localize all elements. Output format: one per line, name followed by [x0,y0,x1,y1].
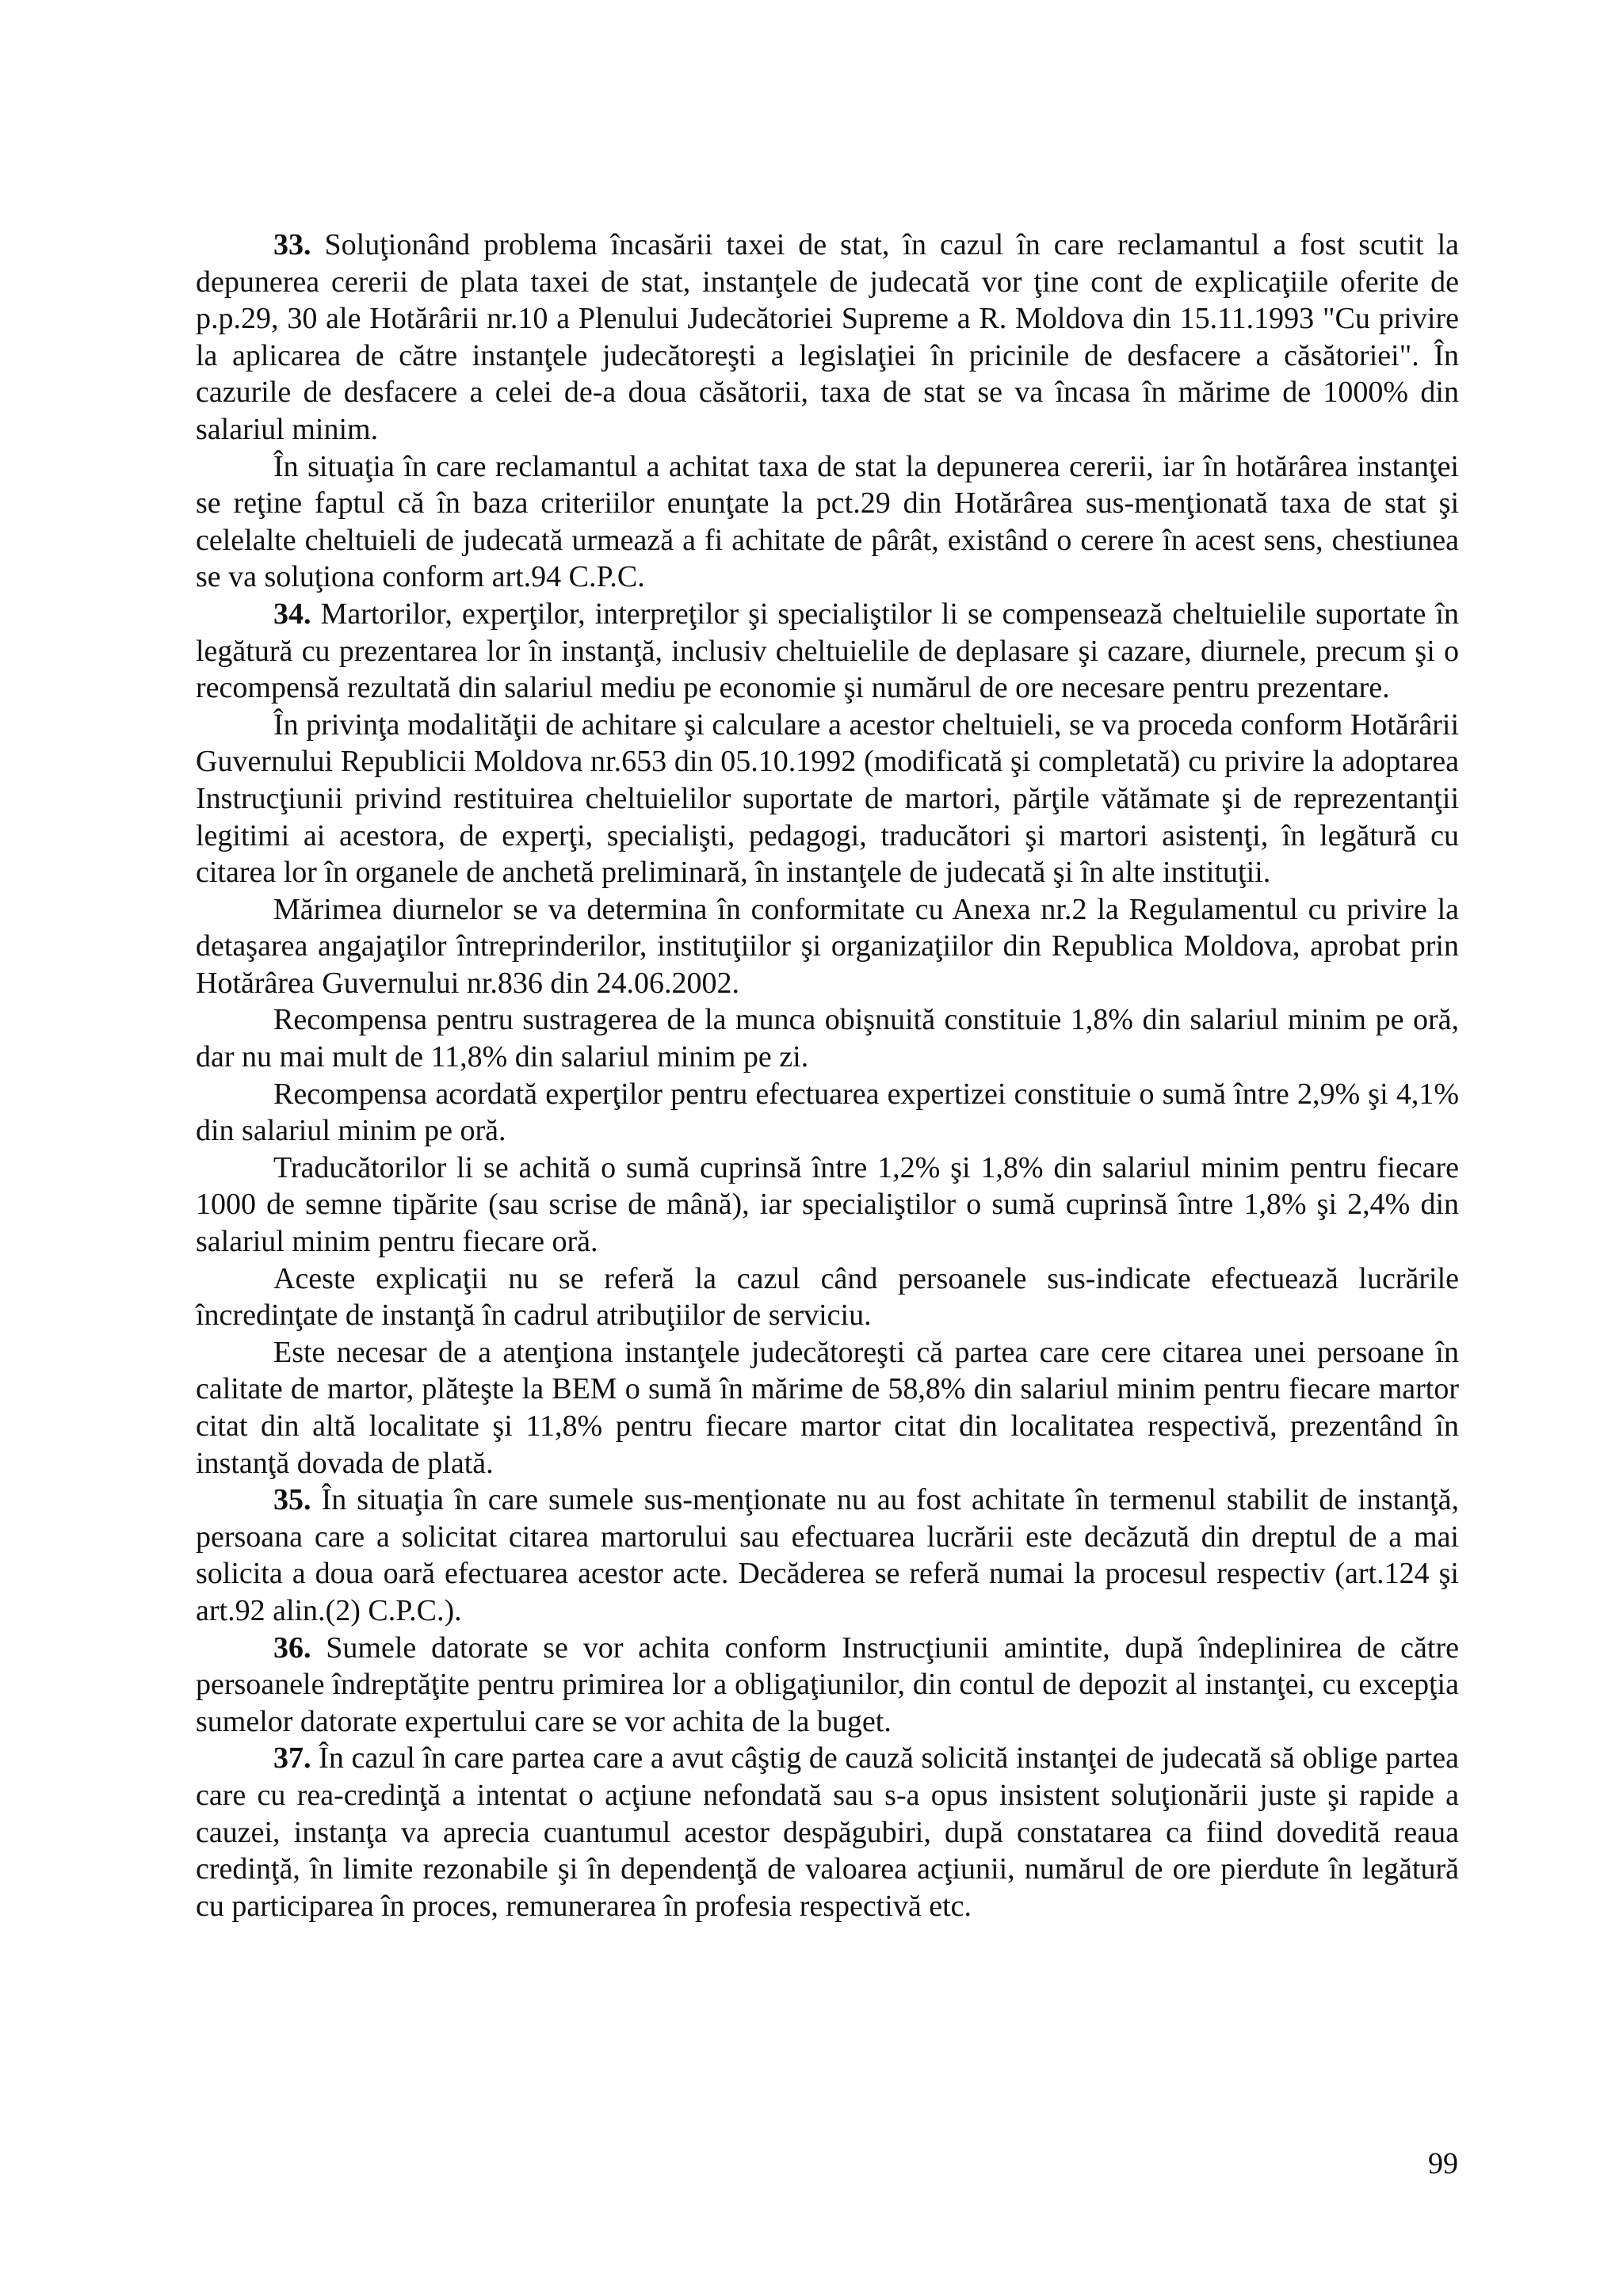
paragraph-33-continued [196,448,1459,596]
paragraph-text: Martorilor, experţilor, interpreţilor şi specialiştilor li se compensează cheltuielile suportate în legătură cu prezentarea lor în instanţă, inclusiv cheltuielile de deplasare şi cazare, diurnele, precum şi o recompensă rezultată din salariul mediu pe economie şi numărul de ore necesare pentru prezentare. [196,597,1459,705]
paragraph-number: 36. [273,1630,311,1665]
paragraph-33 [196,227,1459,448]
paragraph-text: Recompensa pentru sustragerea de la munca obişnuită constituie 1,8% din salariul minim pe oră, dar nu mai mult de 11,8% din salariul minim pe zi. [196,1003,1459,1074]
paragraph-number: 35. [273,1483,311,1517]
paragraph-text: Recompensa acordată experţilor pentru efectuarea expertizei constituie o sumă între 2,9% şi 4,1% din salariul minim pe oră. [196,1077,1459,1148]
paragraph-35 [196,1482,1459,1629]
paragraph-number: 34. [273,597,311,631]
paragraph-34-procedure [196,707,1459,891]
paragraph-number: 33. [273,228,311,261]
paragraph-text: În privinţa modalităţii de achitare şi calculare a acestor cheltuieli, se va proceda conform Hotărârii Guvernului Republicii Moldova nr.653 din 05.10.1992 (modificată şi completată) cu privire la adoptarea Instrucţiunii privind restituirea cheltuielilor suportate de martori, părţile vătămate şi de reprezentanţii legitimi ai acestora, de experţi, specialişti, pedagogi, traducători şi martori asistenţi, în legătură cu citarea lor în organele de anchetă preliminară, în instanţele de judecată şi în alte instituţii. [196,707,1459,890]
paragraph-36 [196,1630,1459,1741]
paragraph-34-expert-compensation [196,1076,1459,1150]
paragraph-text: Aceste explicaţii nu se referă la cazul când persoanele sus-indicate efectuează lucrările încredinţate de instanţă în cadrul atribuţiilor de serviciu. [196,1261,1459,1333]
paragraph-text: Mărimea diurnelor se va determina în conformitate cu Anexa nr.2 la Regulamentul cu privire la detaşarea angajaţilor întreprinderilor, instituţiilor şi organizaţiilor din Republica Moldova, aprobat prin Hotărârea Guvernului nr.836 din 24.06.2002. [196,892,1459,1000]
paragraph-text: Traducătorilor li se achită o sumă cuprinsă între 1,2% şi 1,8% din salariul minim pentru fiecare 1000 de semne tipărite (sau scrise de mână), iar specialiştilor o sumă cuprinsă între 1,8% şi 2,4% din salariul minim pentru fiecare oră. [196,1150,1459,1259]
paragraph-34 [196,596,1459,707]
paragraph-text: În situaţia în care reclamantul a achitat taxa de stat la depunerea cererii, iar în hotărârea instanţei se reţine faptul că în baza criteriilor enunţate la pct.29 din Hotărârea sus-menţionată taxa de stat şi celelalte cheltuieli de judecată urmează a fi achitate de pârât, existând o cerere în acest sens, chestiunea se va soluţiona conform art.94 C.P.C. [196,449,1459,594]
paragraph-text: Este necesar de a atenţiona instanţele judecătoreşti că partea care cere citarea unei persoane în calitate de martor, plăteşte la BEM o sumă în mărime de 58,8% din salariul minim pentru fiecare martor citat din altă localitate şi 11,8% pentru fiecare martor citat din localitatea respectivă, prezentând în instanţă dovada de plată. [196,1335,1459,1480]
paragraph-34-witness-payment [196,1334,1459,1482]
paragraph-37 [196,1740,1459,1924]
paragraph-34-work-compensation [196,1001,1459,1075]
paragraph-text: Soluţionând problema încasării taxei de stat, în cazul în care reclamantul a fost scutit la depunerea cererii de plata taxei de stat, instanţele de judecată vor ţine cont de explicaţiile oferite de p.p.29, 30 ale Hotărârii nr.10 a Plenului Judecătoriei Supreme a R. Moldova din 15.11.1993 "Cu privire la aplicarea de către instanţele judecătoreşti a legislaţiei în pricinile de desfacere a căsătoriei". În cazurile de desfacere a celei de-a doua căsătorii, taxa de stat se va încasa în mărime de 1000% din salariul minim. [196,228,1459,446]
paragraph-number: 37. [273,1741,311,1775]
paragraph-34-translator-compensation [196,1150,1459,1261]
document-body [196,227,1459,1924]
paragraph-text: În situaţia în care sumele sus-menţionate nu au fost achitate în termenul stabilit de instanţă, persoana care a solicitat citarea martorului sau efectuarea lucrării este decăzută din dreptul de a mai solicita a doua oară efectuarea acestor acte. Decăderea se referă numai la procesul respectiv (art.124 şi art.92 alin.(2) C.P.C.). [196,1483,1459,1627]
paragraph-34-per-diem [196,891,1459,1002]
paragraph-text: În cazul în care partea care a avut câştig de cauză solicită instanţei de judecată să oblige partea care cu rea-credinţă a intentat o acţiune nefondată sau s-a opus insistent soluţionării juste şi rapide a cauzei, instanţa va aprecia cuantumul acestor despăgubiri, după constatarea ca fiind dovedită reaua credinţă, în limite rezonabile şi în dependenţă de valoarea acţiunii, numărul de ore pierdute în legătură cu participarea în proces, remunerarea în profesia respectivă etc. [196,1741,1459,1923]
paragraph-text: Sumele datorate se vor achita conform Instrucţiunii amintite, după îndeplinirea de către persoanele îndreptăţite pentru primirea lor a obligaţiunilor, din contul de depozit al instanţei, cu excepţia sumelor datorate expertului care se vor achita de la buget. [196,1630,1459,1738]
paragraph-34-exception [196,1261,1459,1334]
page-number: 99 [1428,2147,1458,2180]
